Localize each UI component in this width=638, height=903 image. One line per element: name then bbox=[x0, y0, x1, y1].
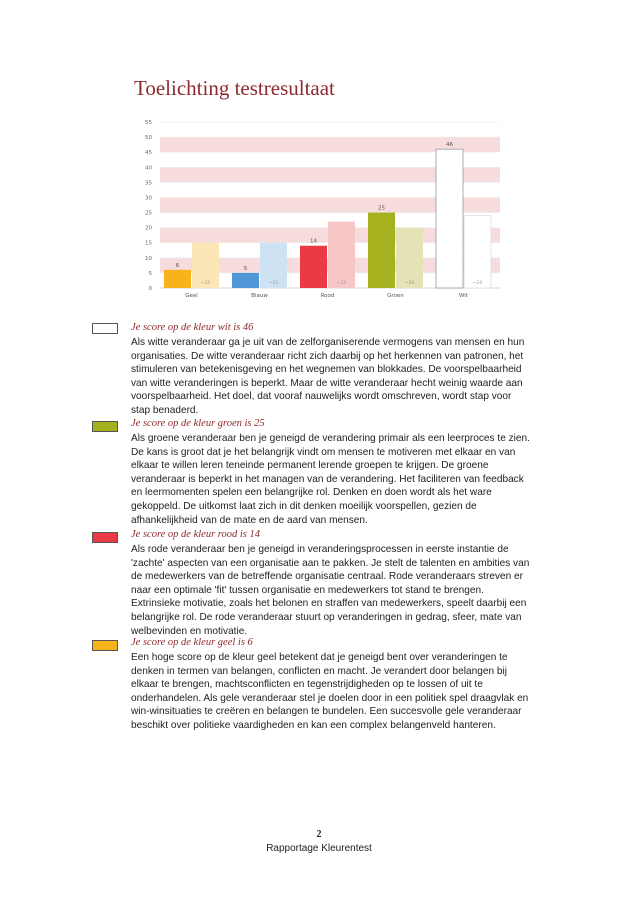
y-tick-label: 25 bbox=[145, 210, 152, 217]
bar-score-rood bbox=[300, 246, 327, 288]
bar-score-blauw bbox=[232, 273, 259, 288]
bar-reference-label: ~24 bbox=[472, 281, 483, 286]
footer-text: Rapportage Kleurentest bbox=[266, 843, 372, 854]
bar-reference-label: ~22 bbox=[336, 281, 347, 286]
section-text-wit: Als witte veranderaar ga je uit van de zelforganiserende vermogens van mensen en hun organisaties. De witte veranderaar richt zich daarbij op het herkennen van patronen, het stimuleren van betekenisgeving en het wegnemen van blokkades. De voorspelbaarheid van witte veranderingen is beperkt. Maar de witte veranderaar hecht weinig waarde aan voorspelbaarheid. Het doel, dat vooraf nauwelijks wordt omschreven, wordt stap voor stap benaderd. bbox=[131, 337, 525, 416]
y-tick-label: 15 bbox=[145, 240, 152, 247]
bar-value-label: 5 bbox=[243, 265, 248, 272]
y-tick-label: 0 bbox=[148, 286, 152, 292]
bar-value-label: 6 bbox=[175, 262, 180, 269]
section-heading-wit: Je score op de kleur wit is 46 bbox=[131, 322, 254, 333]
section-heading-geel: Je score op de kleur geel is 6 bbox=[131, 637, 253, 648]
color-swatch-rood bbox=[92, 532, 118, 543]
y-tick-label: 50 bbox=[145, 135, 152, 142]
y-tick-label: 55 bbox=[145, 120, 152, 126]
y-tick-label: 30 bbox=[145, 195, 152, 202]
bar-value-label: 46 bbox=[446, 142, 453, 149]
y-tick-label: 10 bbox=[145, 255, 152, 262]
y-tick-label: 40 bbox=[145, 165, 152, 172]
color-swatch-groen bbox=[92, 421, 118, 432]
bar-score-geel bbox=[164, 270, 191, 288]
color-swatch-wit bbox=[92, 323, 118, 334]
bar-value-label: 14 bbox=[310, 238, 317, 245]
x-tick-label: Blauw bbox=[251, 293, 268, 299]
x-tick-label: Wit bbox=[458, 293, 469, 299]
y-tick-label: 20 bbox=[145, 225, 152, 232]
bar-score-wit bbox=[436, 149, 463, 288]
x-tick-label: Groen bbox=[387, 293, 404, 299]
bar-value-label: 25 bbox=[378, 205, 385, 212]
color-swatch-geel bbox=[92, 640, 118, 651]
y-tick-label: 5 bbox=[148, 270, 152, 277]
page-title: Toelichting testresultaat bbox=[134, 76, 335, 100]
section-text-groen: Als groene veranderaar ben je geneigd de verandering primair als een leerproces te zien. De kans is groot dat je het belangrijk vindt om mensen te motiveren met elkaar en van elkaar te willen leren teneinde permanent lerende groepen te krijgen. De groene veranderaar is beperkt in het managen van de verandering. Het faciliteren van feedback en leermomenten spelen een belangrijke rol. Denken en doen wordt als het ware gekoppeld. De uitkomst laat zich in dit denken moeilijk voorspellen, gezien de afhankelijkheid van de mate en de aard van mensen. bbox=[131, 433, 530, 526]
bar-score-groen bbox=[368, 213, 395, 288]
section-heading-rood: Je score op de kleur rood is 14 bbox=[131, 529, 260, 540]
bar-reference-rood bbox=[328, 222, 355, 288]
bar-reference-groen bbox=[396, 228, 423, 288]
section-text-rood: Als rode veranderaar ben je geneigd in veranderingsprocessen in eerste instantie de 'zachte' aspecten van een organisatie aan te pakken. Je stelt de talenten en ambities van de medewerkers van de betreffende organisatie centraal. Rode veranderaars streven er naar een optimale 'fit' tussen organisatie en medewerkers tot stand te brengen. Extrinsieke motivatie, zoals het belonen en straffen van medewerkers, speelt daarbij een belangrijke rol. De rode veranderaar stuurt op veranderingen in gedrag, sfeer, mate van welbevinden en motivatie. bbox=[131, 544, 530, 637]
section-heading-groen: Je score op de kleur groen is 25 bbox=[131, 418, 265, 429]
x-tick-label: Rood bbox=[320, 293, 335, 299]
bar-reference-label: ~15 bbox=[200, 281, 211, 286]
bar-reference-wit bbox=[464, 216, 491, 288]
bar-reference-label: ~15 bbox=[268, 281, 279, 286]
section-text-geel: Een hoge score op de kleur geel betekent dat je geneigd bent over veranderingen te denken in termen van belangen, conflicten en macht. Je verandert door belangen bij elkaar te brengen, machtsconflicten en tegenstrijdigheden op te lossen of uit te onderhandelen. Als gele veranderaar stel je doelen door in een politiek spel draagvlak en win-winsituaties te creëren en belangen te bundelen. Een succesvolle gele veranderaar beschikt over politieke vaardigheden en kan een complex belangenveld hanteren. bbox=[131, 652, 529, 731]
x-tick-label: Geel bbox=[185, 293, 198, 299]
y-tick-label: 35 bbox=[145, 180, 152, 187]
score-bar-chart bbox=[136, 112, 506, 302]
bar-reference-label: ~20 bbox=[404, 281, 415, 286]
page-number: 2 bbox=[316, 829, 322, 840]
y-tick-label: 45 bbox=[145, 150, 152, 157]
